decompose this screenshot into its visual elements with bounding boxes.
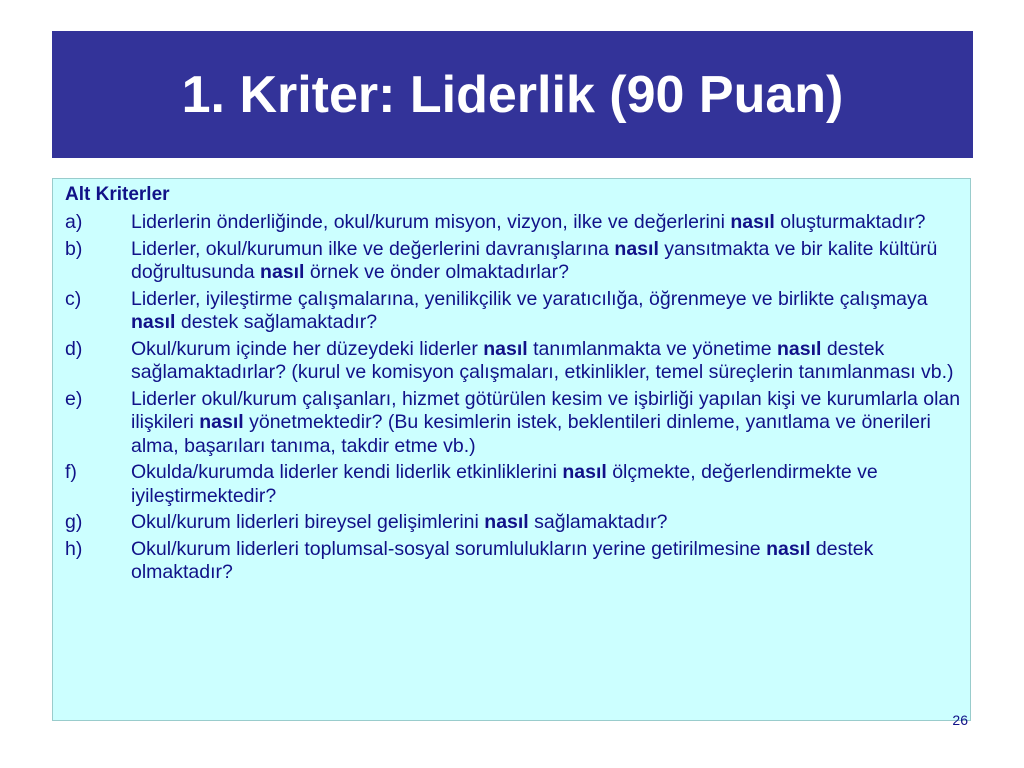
emphasis-text: nasıl xyxy=(260,261,305,283)
content-heading: Alt Kriterler xyxy=(65,184,170,205)
item-text-part: yansıtmakta ve bir kalite kültürü doğrultusunda xyxy=(131,237,938,283)
item-text-part: oluşturmaktadır? xyxy=(774,211,926,233)
item-text-part: Okul/kurum liderleri bireysel gelişimlerini xyxy=(131,511,485,533)
item-text-part: sağlamaktadır? xyxy=(528,511,668,533)
emphasis-text: nasıl xyxy=(199,411,244,433)
item-text-part: Liderler, iyileştirme çalışmalarına, yenilikçilik ve yaratıcılığa, öğrenmeye ve birlikte çalışmaya xyxy=(131,287,928,310)
item-text-part: Liderlerin önderliğinde, okul/kurum misyon, vizyon, ilke ve değerlerini xyxy=(131,211,731,233)
content-box xyxy=(52,178,971,721)
item-text xyxy=(131,538,962,585)
criteria-item xyxy=(65,388,962,459)
item-text-part: destek sağlamaktadırlar? (kurul ve komisyon çalışmaları, etkinlikler, temel süreçlerin tanımlanması vb.) xyxy=(131,337,954,383)
item-text xyxy=(131,288,962,335)
item-text-part: Okul/kurum liderleri toplumsal-sosyal sorumlulukların yerine getirilmesine xyxy=(131,537,767,560)
title-bar xyxy=(52,31,973,158)
item-text xyxy=(131,338,962,385)
item-letter: h) xyxy=(65,537,83,560)
emphasis-text: nasıl xyxy=(730,211,775,233)
criteria-item xyxy=(65,538,962,585)
item-text-part: destek sağlamaktadır? xyxy=(175,311,378,333)
item-letter: g) xyxy=(65,511,83,533)
criteria-item xyxy=(65,238,962,285)
item-text-part: Liderler, okul/kurumun ilke ve değerlerini davranışlarına xyxy=(131,237,615,260)
page-number: 26 xyxy=(952,712,968,728)
item-text xyxy=(131,388,962,459)
item-text-part: Okul/kurum içinde her düzeydeki liderler xyxy=(131,337,484,360)
item-letter: b) xyxy=(65,237,83,260)
item-text-part: Okulda/kurumda liderler kendi liderlik etkinliklerini xyxy=(131,461,563,483)
criteria-item xyxy=(65,338,962,385)
item-letter: d) xyxy=(65,337,83,360)
criteria-item xyxy=(65,211,962,235)
criteria-item xyxy=(65,511,962,535)
item-text-part: tanımlanmakta ve yönetime xyxy=(527,337,777,360)
emphasis-text: nasıl xyxy=(131,311,176,333)
criteria-list xyxy=(65,211,962,585)
criteria-item xyxy=(65,461,962,508)
item-text-part: destek olmaktadır? xyxy=(131,537,874,583)
emphasis-text: nasıl xyxy=(483,337,528,360)
emphasis-text: nasıl xyxy=(562,461,607,483)
emphasis-text: nasıl xyxy=(614,237,659,260)
item-letter: e) xyxy=(65,387,83,410)
item-text xyxy=(131,461,962,508)
item-letter: a) xyxy=(65,211,83,233)
item-text xyxy=(131,511,962,535)
item-text-part: yönetmektedir? (Bu kesimlerin istek, beklentileri dinleme, yanıtlama ve önerileri alma, başarıları tanıma, takdir etme vb.) xyxy=(131,411,931,457)
item-text-part: ölçmekte, değerlendirmekte ve iyileştirmektedir? xyxy=(131,461,878,507)
emphasis-text: nasıl xyxy=(484,511,529,533)
slide-title: 1. Kriter: Liderlik (90 Puan) xyxy=(181,65,844,124)
criteria-item xyxy=(65,288,962,335)
item-text xyxy=(131,238,962,285)
item-text xyxy=(131,211,962,235)
item-letter: c) xyxy=(65,287,82,310)
emphasis-text: nasıl xyxy=(766,537,811,560)
item-letter: f) xyxy=(65,461,77,483)
item-text-part: Liderler okul/kurum çalışanları, hizmet götürülen kesim ve işbirliği yapılan kişi ve kurumlarla olan ilişkileri xyxy=(131,387,961,433)
item-text-part: örnek ve önder olmaktadırlar? xyxy=(304,261,569,283)
emphasis-text: nasıl xyxy=(776,337,822,360)
